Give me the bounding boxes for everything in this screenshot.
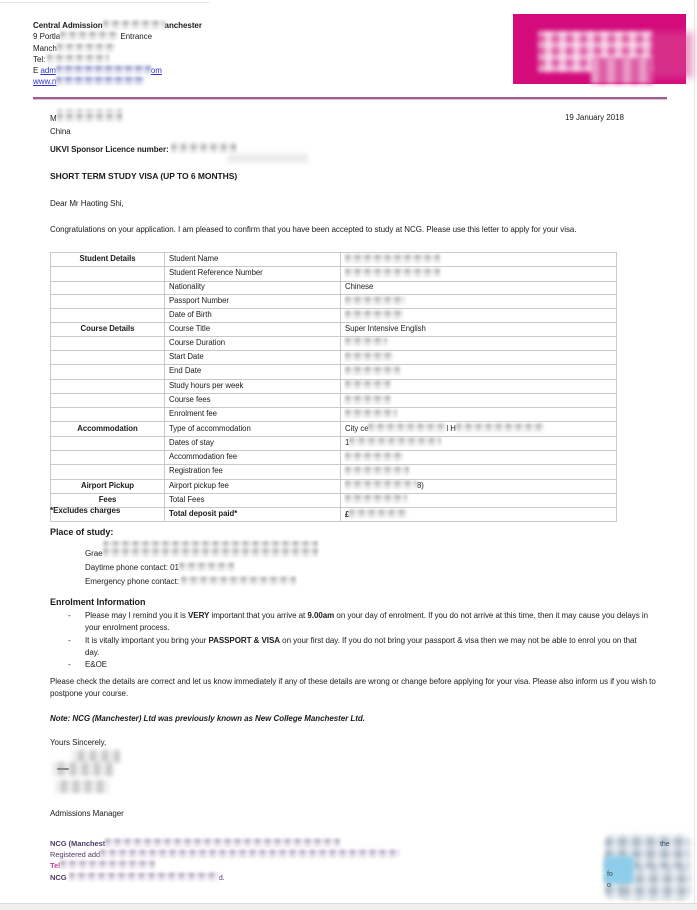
table-value-cell [341, 253, 617, 267]
place-line [85, 541, 318, 561]
footer-line [50, 872, 400, 883]
table-label-cell: Type of accommodation [165, 422, 341, 436]
redaction [345, 296, 405, 305]
table-label-cell: Dates of stay [165, 436, 341, 450]
table-label-cell: Course fees [165, 393, 341, 407]
ukvi-licence-line [50, 142, 237, 156]
bullet-text [85, 635, 650, 660]
table-value-cell [341, 479, 617, 493]
redaction [47, 54, 109, 63]
email-link[interactable]: om [150, 66, 162, 76]
signature-redaction [55, 780, 109, 793]
table-value-cell [341, 309, 617, 323]
text-segment: Grae [85, 549, 103, 558]
table-value-cell [341, 436, 617, 450]
table-row [51, 393, 617, 407]
redaction [57, 109, 123, 122]
text-segment: Please may I remind you it is [85, 611, 188, 620]
table-value-cell [341, 422, 617, 436]
text-segment: UKVI Sponsor Licence number: [50, 145, 171, 154]
table-value-cell [341, 408, 617, 422]
table-row [51, 479, 617, 493]
text-segment: 1 [345, 438, 350, 448]
table-label-cell: Student Name [165, 253, 341, 267]
redaction [456, 423, 544, 432]
signature-mark [57, 768, 69, 770]
redaction [105, 838, 340, 847]
redaction [57, 43, 115, 52]
table-group-cell [51, 281, 165, 294]
subject-line: SHORT TERM STUDY VISA (UP TO 6 MONTHS) [50, 171, 238, 181]
table-label-cell: Accommodation fee [165, 450, 341, 464]
text-segment: anchester [164, 21, 202, 30]
text-segment: E&OE [85, 660, 108, 670]
intro-paragraph: Congratulations on your application. I am pleased to confirm that you have been accepted to study at NCG. Please use this letter to apply for your visa. [50, 225, 577, 234]
table-group-cell: Fees [51, 493, 165, 507]
text-segment: City ce [345, 424, 369, 434]
logo-redaction [651, 32, 693, 78]
redaction [228, 154, 308, 163]
table-row [51, 294, 617, 308]
text-segment: important that you arrive at [209, 611, 308, 620]
place-line [85, 575, 318, 589]
table-label-cell: Start Date [165, 350, 341, 364]
redaction [349, 437, 441, 446]
recipient-block [50, 109, 123, 138]
table-row [51, 450, 617, 464]
table-group-cell [51, 309, 165, 323]
table-row [51, 309, 617, 323]
table-value-cell [341, 393, 617, 407]
salutation: Dear Mr Haoting Shi, [50, 199, 124, 208]
email-link[interactable]: adm [40, 66, 56, 76]
bullet-item [68, 635, 665, 660]
table-label-cell: Student Reference Number [165, 267, 341, 281]
table-label-cell: Course Title [165, 323, 341, 336]
table-row [51, 350, 617, 364]
redaction [103, 541, 318, 557]
table-group-cell [51, 465, 165, 479]
text-segment: on your day of enrolment. If you do not arrive at this time, then it may cause you delays in your enrolment process. [85, 611, 648, 633]
bullet-item [68, 610, 665, 635]
place-of-study-heading: Place of study: [50, 527, 114, 537]
text-segment: 9 Portla [33, 32, 61, 42]
redaction [368, 423, 446, 432]
table-value-cell [341, 281, 617, 294]
bullet-item [68, 659, 665, 671]
details-table [50, 252, 617, 522]
redaction [171, 142, 237, 153]
enrolment-heading: Enrolment Information [50, 597, 146, 607]
text-segment: China [50, 126, 71, 136]
table-group-cell [51, 379, 165, 393]
text-segment: VERY [188, 611, 210, 620]
table-value-cell [341, 379, 617, 393]
footer-line [50, 838, 400, 849]
redaction [56, 65, 151, 74]
table-row [51, 493, 617, 507]
redaction [345, 480, 417, 489]
table-value-cell [341, 493, 617, 507]
badge-fragment: o [607, 882, 611, 889]
table-group-cell [51, 436, 165, 450]
table-group-cell [51, 450, 165, 464]
badge-fragment: fo [607, 871, 613, 878]
table-label-cell: Date of Birth [165, 309, 341, 323]
redaction [345, 366, 400, 375]
table-value-cell [341, 365, 617, 379]
text-segment: Tel: [33, 54, 48, 64]
table-label-cell: Passport Number [165, 294, 341, 308]
redaction [103, 20, 165, 29]
redaction [345, 395, 391, 404]
table-label-cell: Course Duration [165, 336, 341, 350]
bullet-text [85, 610, 650, 635]
table-row [51, 436, 617, 450]
address-line [33, 31, 202, 42]
table-label-cell: Nationality [165, 281, 341, 294]
note-line: Note: NCG (Manchester) Ltd was previously known as New College Manchester Ltd. [50, 714, 365, 723]
table-label-cell: Enrolment fee [165, 408, 341, 422]
redaction [179, 562, 234, 571]
table-label-cell: Total Fees [165, 493, 341, 507]
table-value-cell [341, 350, 617, 364]
redaction [345, 254, 440, 263]
place-line [85, 561, 318, 575]
table-value-cell [341, 323, 617, 336]
redaction [60, 860, 155, 869]
redaction [69, 872, 219, 881]
table-row [51, 508, 617, 522]
table-group-cell: Airport Pickup [51, 479, 165, 493]
table-group-cell [51, 294, 165, 308]
page-edge-right [694, 0, 695, 903]
bullet-dash: - [68, 611, 71, 620]
redaction [345, 409, 397, 418]
table-group-cell [51, 267, 165, 281]
header-address [33, 20, 202, 88]
check-paragraph: Please check the details are correct and let us know immediately if any of these details are wrong or change before applying for your visa. Please also inform us if you wish to postpone your course. [50, 677, 656, 699]
page-bottom-strip [0, 903, 697, 910]
redaction [60, 31, 118, 40]
bullet-dash: - [68, 635, 71, 645]
sign-off: Yours Sincerely, [50, 738, 107, 747]
redaction [345, 268, 440, 277]
address-line [33, 20, 202, 31]
text-segment: Central Admission [33, 21, 103, 30]
footer-line [50, 849, 400, 860]
recipient-line [50, 109, 123, 126]
table-value-cell [341, 508, 617, 522]
text-segment: It is vitally important you bring your [85, 635, 209, 645]
text-segment: d. [218, 872, 225, 882]
text-segment: l H [446, 424, 456, 434]
place-of-study-block [85, 541, 318, 589]
text-segment: NCG [50, 872, 69, 882]
letter-date: 19 January 2018 [565, 113, 624, 122]
text-segment: on your first day. If you do not bring your passport & visa then we may not be able to enrol you on that day. [85, 635, 637, 657]
table-label-cell: Study hours per week [165, 379, 341, 393]
redaction [345, 466, 409, 475]
table-value-cell [341, 294, 617, 308]
text-segment: Chinese [345, 282, 374, 292]
signer-title: Admissions Manager [50, 809, 124, 818]
table-row [51, 323, 617, 336]
text-segment: Super Intensive English [345, 324, 426, 334]
text-segment: Registered add [50, 850, 101, 860]
table-label-cell: Registration fee [165, 465, 341, 479]
excludes-note: *Excludes charges [50, 506, 121, 515]
table-row [51, 379, 617, 393]
redaction [181, 576, 296, 585]
accreditation-badge-patch [604, 856, 634, 884]
footer [50, 838, 400, 883]
table-group-cell: Accommodation [51, 422, 165, 436]
text-segment: E [33, 66, 41, 76]
text-segment: Tel [50, 861, 61, 871]
enrolment-bullets [68, 610, 665, 671]
table-label-cell: Total deposit paid* [165, 508, 341, 522]
address-line [33, 65, 202, 76]
table-group-cell [51, 408, 165, 422]
table-row [51, 281, 617, 294]
table-row [51, 465, 617, 479]
table-row [51, 422, 617, 436]
table-row [51, 365, 617, 379]
table-value-cell [341, 267, 617, 281]
logo-redaction [591, 58, 653, 84]
table-label-cell: End Date [165, 365, 341, 379]
table-value-cell [341, 336, 617, 350]
bullet-text [85, 659, 650, 671]
redaction [100, 849, 400, 858]
table-value-cell [341, 465, 617, 479]
address-line [33, 43, 202, 54]
redaction [345, 494, 407, 503]
table-row [51, 408, 617, 422]
redaction [349, 509, 407, 518]
table-group-cell [51, 365, 165, 379]
table-group-cell: Course Details [51, 323, 165, 336]
text-segment: M [50, 114, 57, 123]
text-segment: 9.00am [307, 611, 335, 620]
footer-line [50, 860, 400, 871]
table-row [51, 336, 617, 350]
text-segment: Manch [33, 43, 57, 53]
header-rule [33, 97, 667, 99]
redaction [345, 380, 391, 389]
table-value-cell [341, 450, 617, 464]
company-logo [513, 14, 686, 84]
text-segment: Daytime phone contact: 01 [85, 563, 179, 572]
table-group-cell [51, 393, 165, 407]
redaction [345, 452, 403, 461]
redaction [345, 352, 393, 361]
redaction [56, 76, 144, 85]
badge-fragment: the [660, 841, 670, 848]
text-segment: Entrance [118, 32, 152, 42]
table-row [51, 267, 617, 281]
table-group-cell: Student Details [51, 253, 165, 267]
recipient-line [50, 126, 123, 139]
text-segment: £ [345, 509, 350, 519]
table-group-cell [51, 336, 165, 350]
table-row [51, 253, 617, 267]
text-segment: Emergency phone contact: [85, 577, 182, 586]
table-label-cell: Airport pickup fee [165, 479, 341, 493]
text-segment: PASSPORT & VISA [208, 635, 280, 645]
text-segment: NCG (Manchest [50, 839, 106, 848]
page-edge-top [0, 2, 210, 3]
text-segment: 8) [417, 481, 424, 491]
redaction [345, 337, 387, 346]
bullet-dash: - [68, 660, 71, 670]
address-line [33, 54, 202, 65]
table-group-cell [51, 350, 165, 364]
website-link[interactable]: www.n [33, 77, 57, 87]
address-line [33, 76, 202, 87]
redaction [345, 310, 403, 319]
